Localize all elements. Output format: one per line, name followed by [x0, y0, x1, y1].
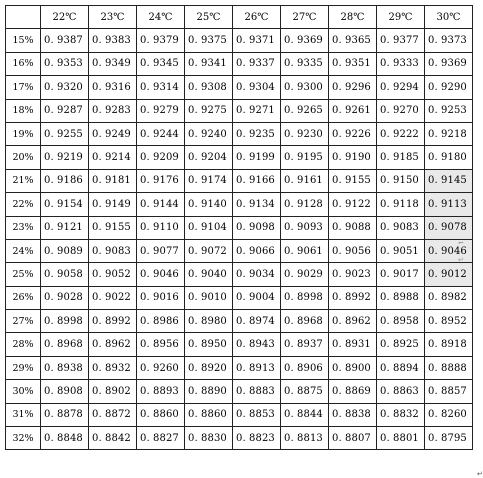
table-cell: 0. 8900: [329, 356, 377, 379]
table-cell: 0. 8982: [425, 286, 473, 309]
row-header: 22%: [6, 193, 41, 216]
table-row: [6, 52, 473, 75]
row-header: 25%: [6, 263, 41, 286]
table-cell: 0. 8813: [281, 427, 329, 450]
table-cell: 0. 9089: [41, 239, 89, 262]
table-cell: 0. 9261: [329, 99, 377, 122]
table-cell: 0. 8260: [425, 403, 473, 426]
table-cell: 0. 9012: [425, 263, 473, 286]
table-cell: 0. 8952: [425, 310, 473, 333]
table-cell: 0. 8842: [89, 427, 137, 450]
table-row: [6, 29, 473, 52]
table-cell: 0. 9078: [425, 216, 473, 239]
table-cell: 0. 9383: [89, 29, 137, 52]
table-cell: 0. 8857: [425, 380, 473, 403]
table-cell: 0. 8888: [425, 356, 473, 379]
table-cell: 0. 8974: [233, 310, 281, 333]
table-cell: 0. 9314: [137, 76, 185, 99]
table-cell: 0. 9093: [281, 216, 329, 239]
table-cell: 0. 9061: [281, 239, 329, 262]
table-body: [6, 29, 473, 450]
table-cell: 0. 9016: [137, 286, 185, 309]
table-cell: 0. 9104: [185, 216, 233, 239]
table-row: [6, 169, 473, 192]
table-cell: 0. 9341: [185, 52, 233, 75]
row-header: 17%: [6, 76, 41, 99]
table-row: [6, 146, 473, 169]
table-cell: 0. 9154: [41, 193, 89, 216]
table-cell: 0. 9230: [281, 122, 329, 145]
table-cell: 0. 9199: [233, 146, 281, 169]
table-cell: 0. 8998: [281, 286, 329, 309]
table-row: [6, 193, 473, 216]
row-header: 24%: [6, 239, 41, 262]
table-cell: 0. 9072: [185, 239, 233, 262]
table-cell: 0. 9128: [281, 193, 329, 216]
table-cell: 0. 8869: [329, 380, 377, 403]
table-cell: 0. 8890: [185, 380, 233, 403]
table-cell: 0. 9144: [137, 193, 185, 216]
column-header: 22℃: [41, 6, 89, 29]
table-cell: 0. 9222: [377, 122, 425, 145]
column-header: 28℃: [329, 6, 377, 29]
table-cell: 0. 8838: [329, 403, 377, 426]
column-header: 27℃: [281, 6, 329, 29]
row-header: 21%: [6, 169, 41, 192]
table-cell: 0. 9283: [89, 99, 137, 122]
row-header: 19%: [6, 122, 41, 145]
table-row: [6, 99, 473, 122]
table-cell: 0. 8893: [137, 380, 185, 403]
table-cell: 0. 9337: [233, 52, 281, 75]
table-cell: 0. 9320: [41, 76, 89, 99]
table-cell: 0. 9270: [377, 99, 425, 122]
table-cell: 0. 9149: [89, 193, 137, 216]
density-table: [5, 5, 473, 450]
row-header: 30%: [6, 380, 41, 403]
table-cell: 0. 9022: [89, 286, 137, 309]
column-header: 25℃: [185, 6, 233, 29]
table-cell: 0. 8894: [377, 356, 425, 379]
row-header: 23%: [6, 216, 41, 239]
row-header: 15%: [6, 29, 41, 52]
table-cell: 0. 9351: [329, 52, 377, 75]
table-cell: 0. 8795: [425, 427, 473, 450]
table-cell: 0. 8950: [185, 333, 233, 356]
table-cell: 0. 9195: [281, 146, 329, 169]
table-cell: 0. 9294: [377, 76, 425, 99]
table-row: [6, 263, 473, 286]
paragraph-mark: ↵: [458, 256, 464, 264]
row-header: 20%: [6, 146, 41, 169]
table-cell: 0. 9058: [41, 263, 89, 286]
column-header: 29℃: [377, 6, 425, 29]
table-cell: 0. 8962: [329, 310, 377, 333]
table-cell: 0. 9140: [185, 193, 233, 216]
table-cell: 0. 9296: [329, 76, 377, 99]
row-header: 32%: [6, 427, 41, 450]
table-cell: 0. 8875: [281, 380, 329, 403]
table-cell: 0. 9365: [329, 29, 377, 52]
table-cell: 0. 8998: [41, 310, 89, 333]
table-cell: 0. 9260: [137, 356, 185, 379]
table-cell: 0. 9204: [185, 146, 233, 169]
table-cell: 0. 8832: [377, 403, 425, 426]
table-cell: 0. 9279: [137, 99, 185, 122]
table-cell: 0. 9226: [329, 122, 377, 145]
table-cell: 0. 8860: [137, 403, 185, 426]
table-cell: 0. 8848: [41, 427, 89, 450]
table-cell: 0. 9122: [329, 193, 377, 216]
table-cell: 0. 9255: [41, 122, 89, 145]
table-cell: 0. 9214: [89, 146, 137, 169]
table-cell: 0. 9083: [377, 216, 425, 239]
table-cell: 0. 9377: [377, 29, 425, 52]
table-cell: 0. 8830: [185, 427, 233, 450]
table-cell: 0. 9209: [137, 146, 185, 169]
table-cell: 0. 9145: [425, 169, 473, 192]
table-cell: 0. 8986: [137, 310, 185, 333]
table-cell: 0. 9235: [233, 122, 281, 145]
table-cell: 0. 8968: [281, 310, 329, 333]
table-cell: 0. 8918: [425, 333, 473, 356]
table-cell: 0. 9052: [89, 263, 137, 286]
table-cell: 0. 9113: [425, 193, 473, 216]
table-cell: 0. 9379: [137, 29, 185, 52]
table-cell: 0. 9316: [89, 76, 137, 99]
column-header: 23℃: [89, 6, 137, 29]
table-cell: 0. 8860: [185, 403, 233, 426]
table-cell: 0. 9373: [425, 29, 473, 52]
table-cell: 0. 8980: [185, 310, 233, 333]
table-row: [6, 286, 473, 309]
table-cell: 0. 8906: [281, 356, 329, 379]
table-cell: 0. 9088: [329, 216, 377, 239]
column-header: 30℃: [425, 6, 473, 29]
table-cell: 0. 9271: [233, 99, 281, 122]
table-cell: 0. 9134: [233, 193, 281, 216]
table-cell: 0. 9345: [137, 52, 185, 75]
table-cell: 0. 9349: [89, 52, 137, 75]
table-cell: 0. 9369: [425, 52, 473, 75]
header-row: [6, 6, 473, 29]
table-cell: 0. 9353: [41, 52, 89, 75]
table-header: [6, 6, 473, 29]
table-cell: 0. 9155: [89, 216, 137, 239]
table-row: [6, 310, 473, 333]
table-cell: 0. 9290: [425, 76, 473, 99]
table-cell: 0. 8958: [377, 310, 425, 333]
table-cell: 0. 8931: [329, 333, 377, 356]
table-cell: 0. 8992: [89, 310, 137, 333]
table-cell: 0. 9369: [281, 29, 329, 52]
table-cell: 0. 9166: [233, 169, 281, 192]
table-cell: 0. 8853: [233, 403, 281, 426]
table-cell: 0. 9265: [281, 99, 329, 122]
table-cell: 0. 9249: [89, 122, 137, 145]
row-header: 28%: [6, 333, 41, 356]
table-cell: 0. 9174: [185, 169, 233, 192]
cursor-mark: ⌐: [458, 239, 464, 247]
table-cell: 0. 9066: [233, 239, 281, 262]
column-header: 24℃: [137, 6, 185, 29]
row-header: 18%: [6, 99, 41, 122]
table-cell: 0. 9176: [137, 169, 185, 192]
table-cell: 0. 9046: [137, 263, 185, 286]
table-row: [6, 239, 473, 262]
table-cell: 0. 9185: [377, 146, 425, 169]
table-cell: 0. 8962: [89, 333, 137, 356]
table-cell: 0. 8807: [329, 427, 377, 450]
table-cell: 0. 9219: [41, 146, 89, 169]
table-cell: 0. 9186: [41, 169, 89, 192]
table-cell: 0. 8938: [41, 356, 89, 379]
table-cell: 0. 8992: [329, 286, 377, 309]
row-header: 31%: [6, 403, 41, 426]
table-cell: 0. 9375: [185, 29, 233, 52]
table-cell: 0. 8913: [233, 356, 281, 379]
table-cell: 0. 9118: [377, 193, 425, 216]
table-cell: 0. 8937: [281, 333, 329, 356]
table-cell: 0. 8827: [137, 427, 185, 450]
table-row: [6, 427, 473, 450]
table-cell: 0. 9275: [185, 99, 233, 122]
table-cell: 0. 9371: [233, 29, 281, 52]
table-cell: 0. 9161: [281, 169, 329, 192]
table-cell: 0. 8968: [41, 333, 89, 356]
table-cell: 0. 8801: [377, 427, 425, 450]
table-row: [6, 356, 473, 379]
table-cell: 0. 9056: [329, 239, 377, 262]
table-row: [6, 333, 473, 356]
table-cell: 0. 9333: [377, 52, 425, 75]
row-header: 29%: [6, 356, 41, 379]
table-cell: 0. 9190: [329, 146, 377, 169]
corner-cell: [6, 6, 41, 29]
table-cell: 0. 9308: [185, 76, 233, 99]
row-header: 16%: [6, 52, 41, 75]
table-cell: 0. 9253: [425, 99, 473, 122]
table-cell: 0. 8902: [89, 380, 137, 403]
table-cell: 0. 9051: [377, 239, 425, 262]
table-cell: 0. 9240: [185, 122, 233, 145]
table-cell: 0. 9287: [41, 99, 89, 122]
table-cell: 0. 8943: [233, 333, 281, 356]
density-table-wrapper: [5, 5, 473, 450]
table-cell: 0. 9150: [377, 169, 425, 192]
table-cell: 0. 9098: [233, 216, 281, 239]
table-cell: 0. 9110: [137, 216, 185, 239]
table-cell: 0. 8844: [281, 403, 329, 426]
table-cell: 0. 9304: [233, 76, 281, 99]
table-cell: 0. 9244: [137, 122, 185, 145]
table-row: [6, 380, 473, 403]
table-cell: 0. 9121: [41, 216, 89, 239]
table-cell: 0. 8988: [377, 286, 425, 309]
row-header: 26%: [6, 286, 41, 309]
table-cell: 0. 9017: [377, 263, 425, 286]
table-cell: 0. 9040: [185, 263, 233, 286]
table-cell: 0. 9218: [425, 122, 473, 145]
table-cell: 0. 9155: [329, 169, 377, 192]
table-cell: 0. 9077: [137, 239, 185, 262]
table-cell: 0. 8920: [185, 356, 233, 379]
table-row: [6, 122, 473, 145]
table-cell: 0. 8872: [89, 403, 137, 426]
table-cell: 0. 9034: [233, 263, 281, 286]
table-row: [6, 403, 473, 426]
row-header: 27%: [6, 310, 41, 333]
table-cell: 0. 9387: [41, 29, 89, 52]
table-cell: 0. 9004: [233, 286, 281, 309]
table-cell: 0. 9335: [281, 52, 329, 75]
table-cell: 0. 8932: [89, 356, 137, 379]
column-header: 26℃: [233, 6, 281, 29]
table-cell: 0. 9181: [89, 169, 137, 192]
table-cell: 0. 9028: [41, 286, 89, 309]
table-row: [6, 76, 473, 99]
table-cell: 0. 8878: [41, 403, 89, 426]
table-cell: 0. 8956: [137, 333, 185, 356]
table-row: [6, 216, 473, 239]
table-cell: 0. 8908: [41, 380, 89, 403]
table-cell: 0. 8863: [377, 380, 425, 403]
table-cell: 0. 8925: [377, 333, 425, 356]
end-of-table-mark: ↵: [477, 470, 483, 478]
table-cell: 0. 8883: [233, 380, 281, 403]
table-cell: 0. 9023: [329, 263, 377, 286]
table-cell: 0. 8823: [233, 427, 281, 450]
table-cell: 0. 9010: [185, 286, 233, 309]
table-cell: 0. 9083: [89, 239, 137, 262]
table-cell: 0. 9180: [425, 146, 473, 169]
table-cell: 0. 9046: [425, 239, 473, 262]
table-cell: 0. 9300: [281, 76, 329, 99]
table-cell: 0. 9029: [281, 263, 329, 286]
